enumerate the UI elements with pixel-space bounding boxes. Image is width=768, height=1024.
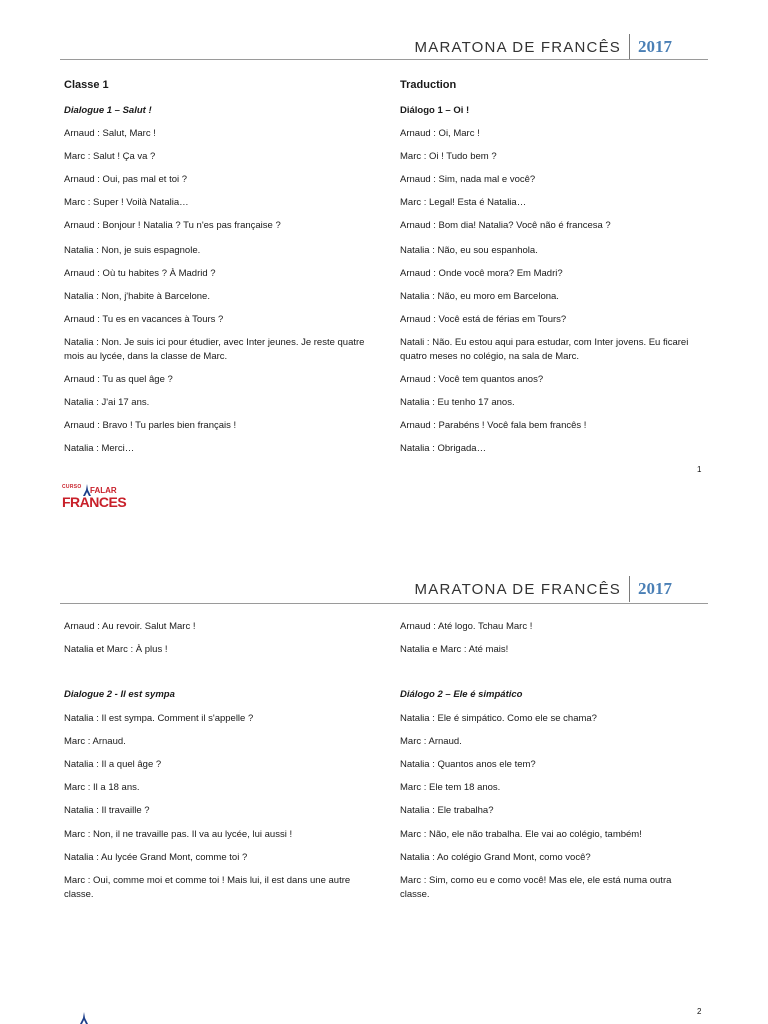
translation-line: Marc : Sim, como eu e como você! Mas ele, ele está numa outra (400, 875, 672, 886)
dialogue-line: Arnaud : Salut, Marc ! (64, 128, 156, 139)
logo-small-text: CURSO (62, 484, 82, 490)
dialogue-line: Marc : Il a 18 ans. (64, 782, 140, 793)
translation-line: Arnaud : Oi, Marc ! (400, 128, 480, 139)
document-page-2 (0, 512, 768, 1024)
translation-line: Arnaud : Sim, nada mal e você? (400, 174, 536, 185)
page-header (415, 34, 672, 60)
dialogue-line: Marc : Super ! Voilà Natalia… (64, 197, 189, 208)
translation-line: Natalia : Ele é simpático. Como ele se chama? (400, 713, 597, 724)
brand-logo (62, 484, 127, 512)
translation-line: classe. (400, 889, 430, 900)
translation-line: quatro meses no colégio, na sala de Marc. (400, 351, 580, 362)
translation-line: Natalia : Obrigada… (400, 443, 487, 454)
translation-line: Marc : Legal! Esta é Natalia… (400, 197, 527, 208)
dialogue-line: Natalia et Marc : À plus ! (64, 644, 168, 655)
dialogue-line: Arnaud : Bonjour ! Natalia ? Tu n'es pas française ? (64, 220, 281, 231)
dialogue-line: Natalia : Au lycée Grand Mont, comme toi ? (64, 852, 248, 863)
translation-line: Natalia : Quantos anos ele tem? (400, 759, 536, 770)
left-dialogue-title: Dialogue 1 – Salut ! (64, 105, 152, 116)
translation-line: Arnaud : Onde você mora? Em Madri? (400, 268, 563, 279)
dialogue-line: Natalia : Merci… (64, 443, 135, 454)
dialogue-line: Natalia : J'ai 17 ans. (64, 397, 150, 408)
translation-line: Marc : Arnaud. (400, 736, 462, 747)
translation-line: Natalia : Não, eu moro em Barcelona. (400, 291, 559, 302)
dialogue-line: Marc : Arnaud. (64, 736, 126, 747)
dialogue-line: Arnaud : Tu es en vacances à Tours ? (64, 314, 224, 325)
dialogue-line: Arnaud : Bravo ! Tu parles bien français ! (64, 420, 237, 431)
dialogue-line: classe. (64, 889, 94, 900)
header-title: MARATONA DE FRANCÊS (414, 38, 621, 56)
translation-line: Arnaud : Você está de férias em Tours? (400, 314, 567, 325)
page-number: 2 (697, 1007, 702, 1016)
header-year: 2017 (638, 37, 672, 56)
translation-line: Arnaud : Parabéns ! Você fala bem francês ! (400, 420, 587, 431)
dialogue-line: mois au lycée, dans la classe de Marc. (64, 351, 228, 362)
right-dialogue-title: Diálogo 1 – Oi ! (400, 105, 470, 116)
translation-line: Natalia : Não, eu sou espanhola. (400, 245, 538, 256)
logo-falar-text: FALAR (90, 486, 117, 495)
dialogue-line: Natalia : Il a quel âge ? (64, 759, 162, 770)
dialogue-line: Arnaud : Tu as quel âge ? (64, 374, 173, 385)
dialogue-line: Arnaud : Oui, pas mal et toi ? (64, 174, 188, 185)
translation-line: Marc : Ele tem 18 anos. (400, 782, 501, 793)
translation-line: Natalia : Ele trabalha? (400, 805, 494, 816)
translation-line: Natalia : Eu tenho 17 anos. (400, 397, 515, 408)
translation-line: Arnaud : Até logo. Tchau Marc ! (400, 621, 533, 632)
right-column (400, 620, 710, 920)
logo-main-text: FRANCES (62, 494, 127, 510)
left-column (64, 78, 374, 478)
dialogue-line: Arnaud : Au revoir. Salut Marc ! (64, 621, 196, 632)
dialogue-line: Marc : Salut ! Ça va ? (64, 151, 156, 162)
translation-line: Arnaud : Bom dia! Natalia? Você não é francesa ? (400, 220, 611, 231)
dialogue-line: Arnaud : Où tu habites ? À Madrid ? (64, 268, 216, 279)
translation-line: Marc : Oi ! Tudo bem ? (400, 151, 497, 162)
header-year: 2017 (638, 579, 672, 598)
dialogue-line: Natalia : Non, je suis espagnole. (64, 245, 201, 256)
translation-line: Arnaud : Você tem quantos anos? (400, 374, 544, 385)
translation-line: Natalia : Ao colégio Grand Mont, como você? (400, 852, 591, 863)
left-dialogue-title: Dialogue 2 - Il est sympa (64, 689, 175, 700)
dialogue-line: Natalia : Il travaille ? (64, 805, 150, 816)
dialogue-line: Natalia : Non. Je suis ici pour étudier, avec Inter jeunes. Je reste quatre (64, 337, 365, 348)
dialogue-line: Marc : Oui, comme moi et comme toi ! Mais lui, il est dans une autre (64, 875, 351, 886)
header-rule (60, 603, 708, 604)
eiffel-tower-icon (78, 1012, 90, 1024)
right-heading: Traduction (400, 79, 457, 91)
header-divider (629, 34, 630, 60)
header-title: MARATONA DE FRANCÊS (414, 580, 621, 598)
dialogue-line: Natalia : Il est sympa. Comment il s'appelle ? (64, 713, 254, 724)
dialogue-line: Marc : Non, il ne travaille pas. Il va au lycée, lui aussi ! (64, 829, 293, 840)
translation-line: Natalia e Marc : Até mais! (400, 644, 509, 655)
dialogue-line: Natalia : Non, j'habite à Barcelone. (64, 291, 210, 302)
page-number: 1 (697, 465, 702, 474)
right-column (400, 78, 710, 478)
translation-line: Marc : Não, ele não trabalha. Ele vai ao colégio, também! (400, 829, 642, 840)
page-header (415, 576, 672, 602)
left-column (64, 620, 374, 920)
header-divider (629, 576, 630, 602)
translation-line: Natali : Não. Eu estou aqui para estudar, com Inter jovens. Eu ficarei (400, 337, 689, 348)
header-rule (60, 59, 708, 60)
right-dialogue-title: Diálogo 2 – Ele é simpático (400, 689, 523, 700)
left-heading: Classe 1 (64, 79, 109, 91)
